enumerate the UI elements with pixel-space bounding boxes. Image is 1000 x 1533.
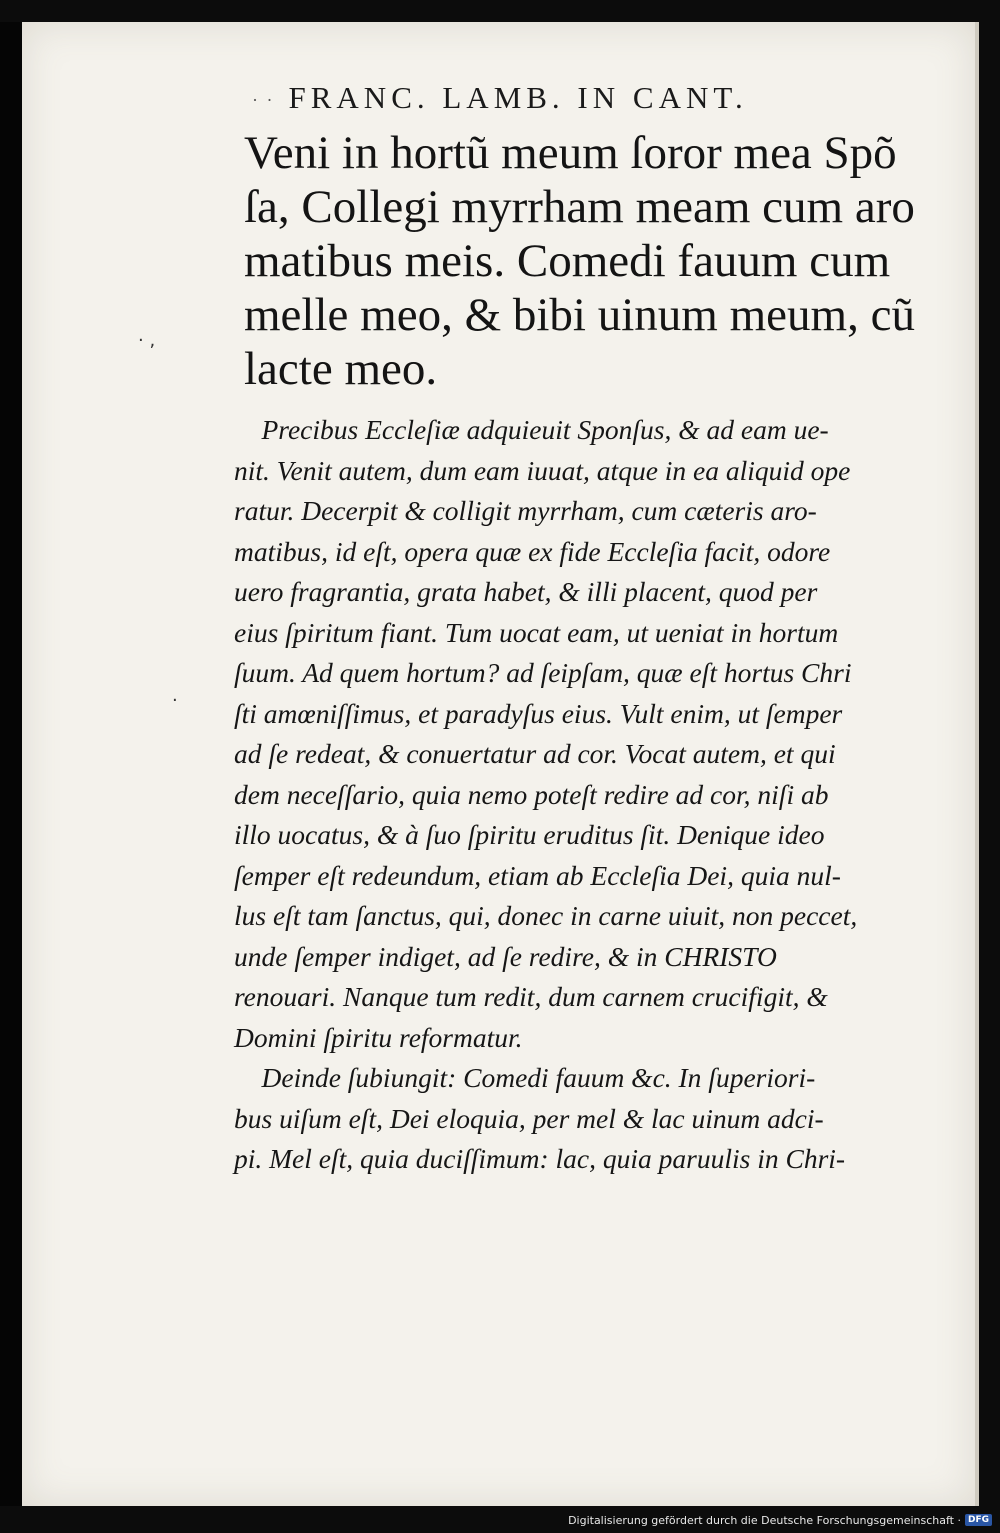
commentary-line: ſti amœniſſimus, et paradyſus eius. Vult enim, ut ſemper bbox=[234, 697, 843, 729]
commentary-line: ſuum. Ad quem hortum? ad ſeipſam, quæ eſt hortus Chri bbox=[234, 657, 852, 688]
running-head-title: FRANC. LAMB. IN CANT. bbox=[288, 80, 748, 115]
commentary-line: unde ſemper indiget, ad ſe redire, & in CHRISTO bbox=[234, 940, 777, 972]
page-edge bbox=[975, 22, 979, 1506]
commentary-line: Deinde ſubiungit: Comedi fauum &c. In ſuperiori- bbox=[234, 1062, 816, 1093]
verse-line: lacte meo. bbox=[244, 343, 438, 395]
running-head bbox=[252, 80, 852, 116]
scan-left-border bbox=[0, 22, 22, 1506]
margin-mark: · , bbox=[138, 330, 156, 351]
footer-credit bbox=[568, 1509, 992, 1531]
commentary-line: eius ſpiritum fiant. Tum uocat eam, ut ueniat in hortum bbox=[234, 616, 839, 648]
commentary-line: lus eſt tam ſanctus, qui, donec in carne uiuit, non peccet, bbox=[234, 900, 858, 931]
verse-line: matibus meis. Comedi fauum cum bbox=[244, 235, 891, 287]
commentary-line: ratur. Decerpit & colligit myrrham, cum cæteris aro- bbox=[234, 495, 817, 526]
commentary-line: uero fragrantia, grata habet, & illi placent, quod per bbox=[234, 576, 818, 607]
verse-line: melle meo, & bibi uinum meum, cũ bbox=[244, 289, 915, 341]
commentary-line: ad ſe redeat, & conuertatur ad cor. Vocat autem, et qui bbox=[234, 738, 836, 769]
commentary-line: pi. Mel eſt, quia duciſſimum: lac, quia paruulis in Chri- bbox=[234, 1143, 846, 1174]
verse-block bbox=[244, 126, 924, 396]
commentary-line: renouari. Nanque tum redit, dum carnem crucifigit, & bbox=[234, 981, 828, 1012]
commentary-line: Domini ſpiritu reformatur. bbox=[234, 1021, 523, 1053]
dfg-logo-icon: DFG bbox=[965, 1514, 992, 1526]
commentary-line: nit. Venit autem, dum eam iuuat, atque in ea aliquid ope bbox=[234, 454, 851, 486]
verse-line: Veni in hortũ meum ſoror mea Spõ bbox=[244, 127, 897, 179]
commentary-line: ſemper eſt redeundum, etiam ab Eccleſia Dei, quia nul- bbox=[234, 859, 841, 891]
verse-line: ſa, Collegi myrrham meam cum aro bbox=[244, 181, 915, 233]
commentary-block bbox=[234, 410, 924, 1180]
margin-mark: · bbox=[172, 690, 178, 711]
commentary-line: bus uiſum eſt, Dei eloquia, per mel & lac uinum adci- bbox=[234, 1102, 824, 1134]
commentary-line: matibus, id eſt, opera quæ ex fide Eccleſia facit, odore bbox=[234, 535, 831, 567]
commentary-line: illo uocatus, & à ſuo ſpiritu eruditus ſit. Denique ideo bbox=[234, 819, 825, 850]
commentary-line: dem neceſſario, quia nemo poteſt redire ad cor, niſi ab bbox=[234, 778, 829, 810]
running-head-dots: · · bbox=[252, 90, 275, 111]
footer-text: Digitalisierung gefördert durch die Deutsche Forschungsgemeinschaft · bbox=[568, 1513, 961, 1527]
commentary-line: Precibus Eccleſiæ adquieuit Sponſus, & ad eam ue- bbox=[234, 414, 829, 445]
